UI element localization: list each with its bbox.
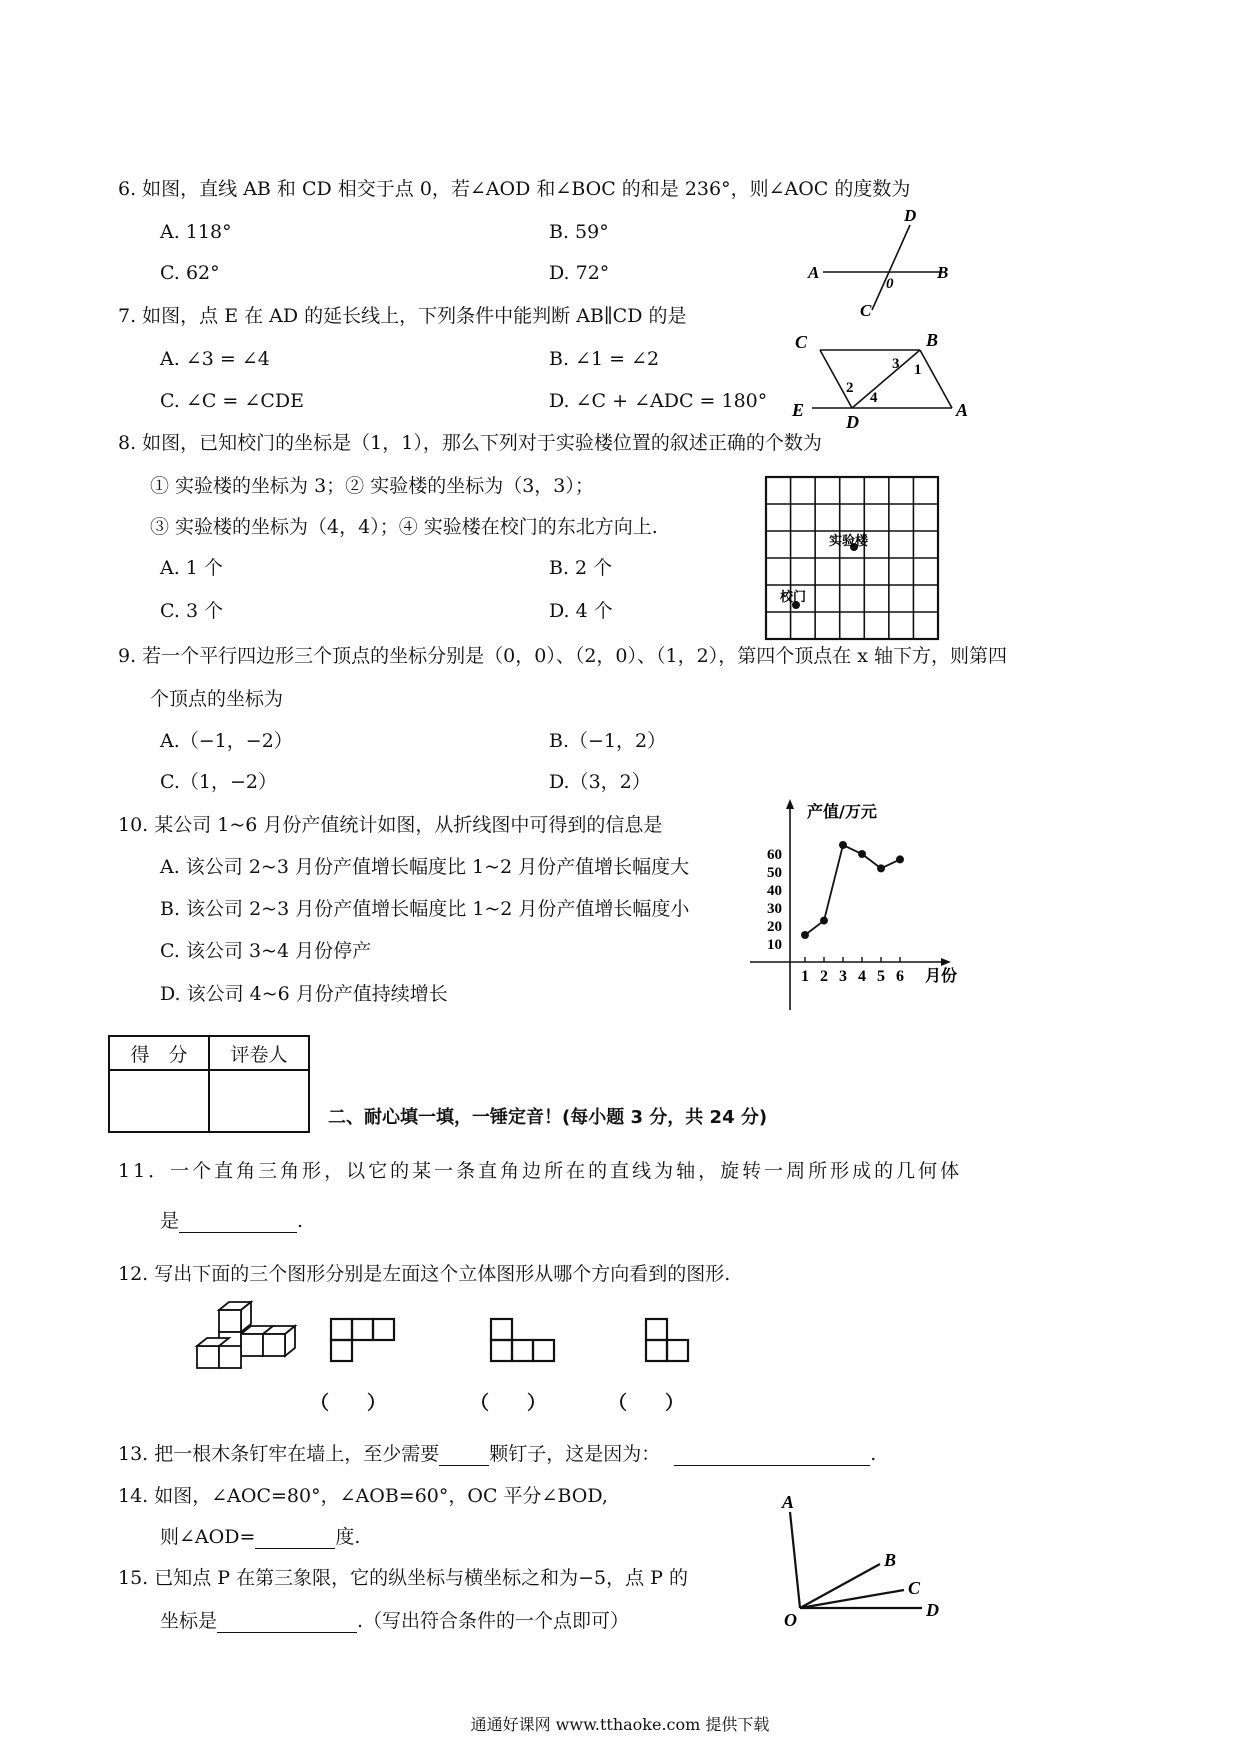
q7-option-c: C. ∠C = ∠CDE: [160, 390, 304, 412]
q9-stem-1: 9. 若一个平行四边形三个顶点的坐标分别是（0，0）、（2，0）、（1，2），第四个顶点在 x 轴下方，则第四: [118, 645, 1007, 667]
data-point: [801, 931, 809, 939]
q7-label-d: D: [846, 412, 859, 432]
data-point: [839, 841, 847, 849]
q13-post: .: [870, 1443, 877, 1465]
q7-label-3: 3: [892, 356, 900, 372]
q6-label-d: D: [904, 206, 917, 225]
q12-solid-figure: [195, 1300, 305, 1380]
x-tick-label: 4: [858, 968, 866, 985]
data-point: [858, 850, 866, 858]
lab-label: 实验楼: [829, 534, 869, 549]
x-axis-arrow: [941, 958, 951, 966]
x-axis-label: 月份: [925, 966, 958, 985]
q15-pre: 坐标是: [160, 1610, 218, 1632]
q15-post: .（写出符合条件的一个点即可）: [357, 1610, 630, 1632]
q7-label-a: A: [956, 400, 969, 420]
q9-stem-2: 个顶点的坐标为: [150, 688, 284, 710]
series-line: [805, 845, 900, 935]
q13-pre: 13. 把一根木条钉牢在墙上，至少需要: [118, 1443, 440, 1465]
q8-grid-figure: [766, 477, 938, 639]
q6-figure: [800, 206, 960, 325]
q7-stem: 7. 如图，点 E 在 AD 的延长线上，下列条件中能判断 AB∥CD 的是: [118, 305, 687, 327]
q6-label-c: C: [860, 301, 872, 320]
q6-option-d: D. 72°: [549, 262, 610, 284]
q13-blank-reason[interactable]: [674, 1445, 870, 1466]
q9-option-a: A.（−1，−2）: [160, 730, 293, 752]
x-tick-label: 1: [801, 968, 809, 985]
q12-view-3: [645, 1318, 695, 1366]
x-tick-label: 6: [896, 968, 904, 985]
y-tick-label: 10: [767, 937, 782, 953]
x-tick-label: 3: [839, 968, 847, 985]
q6-option-c: C. 62°: [160, 262, 220, 284]
q9-option-c: C.（1，−2）: [160, 771, 277, 793]
q7-label-c: C: [795, 332, 808, 352]
q15-answer-line: [160, 1610, 629, 1633]
q7-label-1: 1: [914, 362, 922, 378]
q15-line-1: 15. 已知点 P 在第三象限，它的纵坐标与横坐标之和为−5，点 P 的: [118, 1567, 688, 1589]
q15-blank[interactable]: [217, 1612, 357, 1633]
q13-mid: 颗钉子，这是因为：: [489, 1443, 661, 1465]
q10-option-b: B. 该公司 2~3 月份产值增长幅度比 1~2 月份产值增长幅度小: [160, 898, 690, 920]
q11-answer-line: [160, 1210, 303, 1233]
q14-figure: [772, 1494, 952, 1634]
q6-label-a: A: [808, 263, 820, 282]
q8-line1: ① 实验楼的坐标为 3；② 实验楼的坐标为（3，3）；: [150, 475, 594, 497]
x-tick-label: 5: [877, 968, 885, 985]
q13-blank-count[interactable]: [439, 1445, 489, 1466]
x-tick-label: 2: [820, 968, 828, 985]
q12-stem: 12. 写出下面的三个图形分别是左面这个立体图形从哪个方向看到的图形.: [118, 1263, 731, 1285]
q7-label-4: 4: [870, 390, 878, 406]
q7-label-e: E: [792, 400, 805, 420]
y-tick-label: 20: [767, 919, 782, 935]
score-header: 得 分: [109, 1036, 209, 1070]
q14-post: 度.: [335, 1526, 361, 1548]
y-tick-label: 30: [767, 901, 782, 917]
y-axis-arrow: [786, 799, 794, 809]
q12-paren-2[interactable]: （ ）: [470, 1392, 547, 1414]
q14-label-a: A: [782, 1492, 795, 1512]
y-tick-label: 60: [767, 847, 782, 863]
q10-option-a: A. 该公司 2~3 月份产值增长幅度比 1~2 月份产值增长幅度大: [160, 856, 690, 878]
q7-option-b: B. ∠1 = ∠2: [549, 348, 660, 370]
q12-paren-3[interactable]: （ ）: [608, 1392, 685, 1414]
q12-paren-1[interactable]: （ ）: [310, 1392, 387, 1414]
q6-stem: 6. 如图，直线 AB 和 CD 相交于点 0，若∠AOD 和∠BOC 的和是 236°，则∠AOC 的度数为: [118, 178, 911, 200]
q14-label-b: B: [884, 1550, 897, 1570]
q7-option-d: D. ∠C + ∠ADC = 180°: [549, 390, 768, 412]
q11-pre: 是: [160, 1210, 180, 1232]
q9-option-b: B.（−1，2）: [549, 730, 667, 752]
q8-option-b: B. 2 个: [549, 557, 613, 579]
q10-option-d: D. 该公司 4~6 月份产值持续增长: [160, 983, 448, 1005]
q14-label-o: O: [784, 1610, 797, 1630]
q6-label-b: B: [937, 263, 949, 282]
q8-option-d: D. 4 个: [549, 600, 613, 622]
q14-pre: 则∠AOD=: [160, 1526, 256, 1548]
q14-answer-line: [160, 1526, 360, 1549]
q7-label-2: 2: [846, 380, 854, 396]
q6-label-o: 0: [886, 276, 894, 292]
q11-stem: 11．一个直角三角形，以它的某一条直角边所在的直线为轴，旋转一周所形成的几何体: [118, 1160, 963, 1182]
q7-option-a: A. ∠3 = ∠4: [160, 348, 270, 370]
q7-label-b: B: [926, 330, 939, 350]
q11-post: .: [297, 1210, 304, 1232]
section-2-title: 二、耐心填一填，一锤定音！(每小题 3 分，共 24 分): [328, 1107, 768, 1128]
q7-figure: [790, 330, 980, 430]
y-tick-label: 40: [767, 883, 782, 899]
y-axis-label: 产值/万元: [807, 802, 877, 821]
q6-option-b: B. 59°: [549, 221, 609, 243]
data-point: [896, 855, 904, 863]
q8-option-a: A. 1 个: [160, 557, 223, 579]
q11-blank[interactable]: [179, 1212, 297, 1233]
q9-option-d: D.（3，2）: [549, 771, 651, 793]
q10-option-c: C. 该公司 3~4 月份停产: [160, 940, 372, 962]
score-table: [108, 1035, 310, 1133]
q14-label-d: D: [926, 1600, 939, 1620]
q6-option-a: A. 118°: [160, 221, 232, 243]
q14-line-1: 14. 如图，∠AOC=80°，∠AOB=60°，OC 平分∠BOD,: [118, 1485, 608, 1507]
data-point: [877, 864, 885, 872]
y-tick-label: 50: [767, 865, 782, 881]
q10-line-chart: [745, 795, 975, 1015]
q10-stem: 10. 某公司 1~6 月份产值统计如图，从折线图中可得到的信息是: [118, 814, 663, 836]
q14-blank[interactable]: [255, 1528, 335, 1549]
score-cell[interactable]: [109, 1070, 209, 1132]
grader-cell[interactable]: [209, 1070, 309, 1132]
q8-option-c: C. 3 个: [160, 600, 224, 622]
q13-line: [118, 1443, 876, 1466]
q12-view-1: [330, 1318, 400, 1366]
q14-label-c: C: [908, 1578, 921, 1598]
grader-header: 评卷人: [209, 1036, 309, 1070]
q8-stem: 8. 如图，已知校门的坐标是（1，1），那么下列对于实验楼位置的叙述正确的个数为: [118, 432, 822, 454]
footer: 通通好课网 www.tthaoke.com 提供下载: [470, 1715, 770, 1734]
q8-line2: ③ 实验楼的坐标为（4，4）；④ 实验楼在校门的东北方向上.: [150, 516, 658, 538]
gate-label: 校门: [780, 590, 807, 605]
q12-view-2: [490, 1318, 560, 1366]
data-point: [820, 917, 828, 925]
